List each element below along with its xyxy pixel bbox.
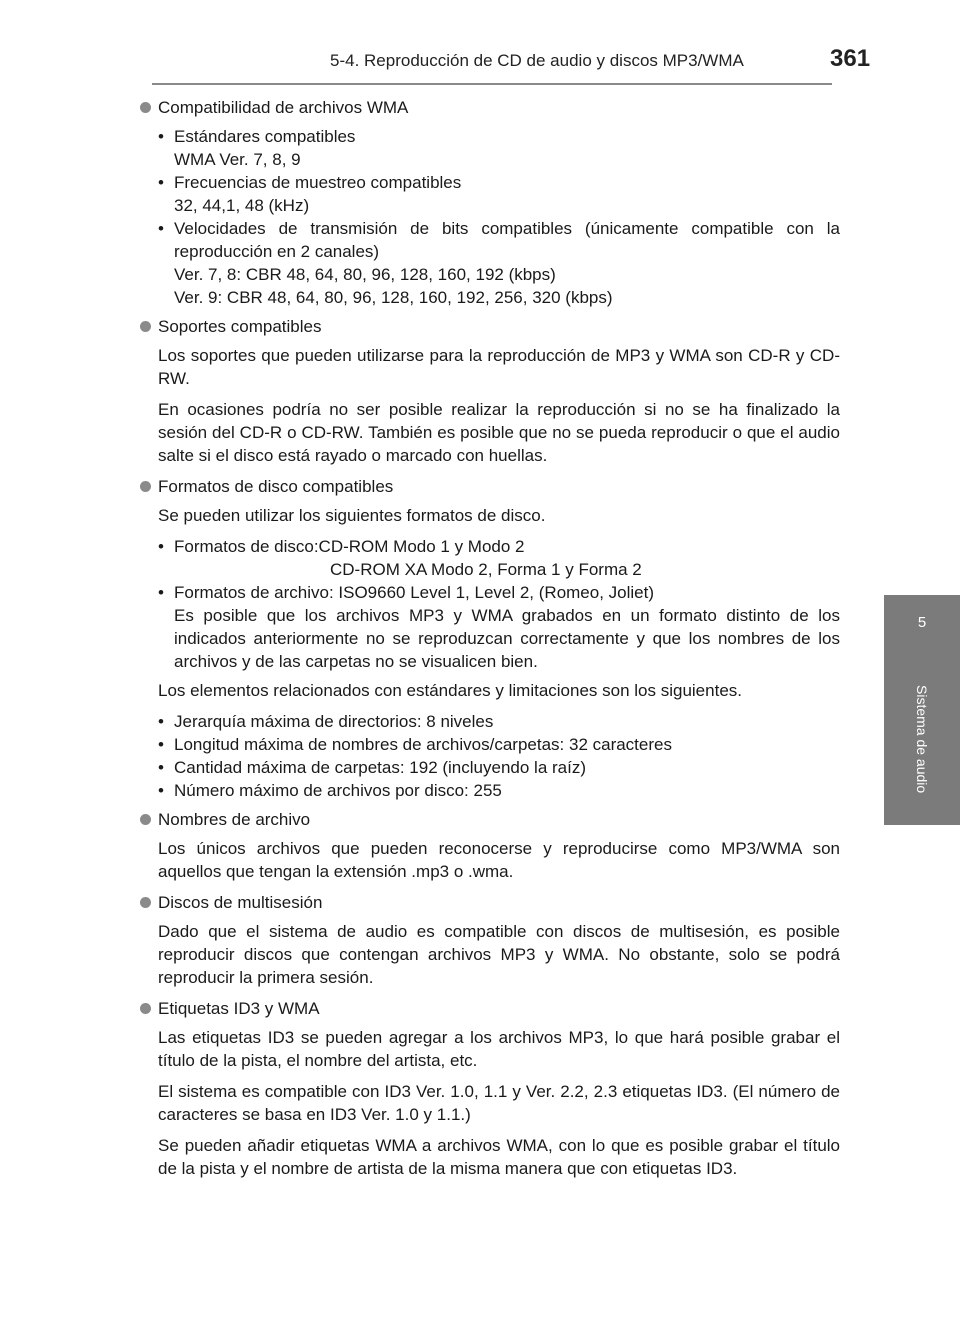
dot-bullet-icon: • (158, 537, 164, 556)
dot-bullet-icon: • (158, 712, 164, 731)
section-heading: Discos de multisesión (158, 893, 323, 912)
section-title: 5-4. Reproducción de CD de audio y discos MP3/WMA (330, 51, 744, 70)
section-wma (140, 96, 840, 309)
list-item (158, 779, 840, 802)
paragraph: El sistema es compatible con ID3 Ver. 1.0, 1.1 y Ver. 2.2, 2.3 etiquetas ID3. (El número de caracteres se basa en ID3 Ver. 1.0 y 1.1.) (158, 1082, 840, 1124)
circle-bullet-icon (140, 897, 151, 908)
section-heading: Etiquetas ID3 y WMA (158, 999, 320, 1018)
page-content (140, 96, 840, 1188)
list-item-text: Velocidades de transmisión de bits compatibles (únicamente compatible con la reproducción en 2 canales) (174, 219, 840, 261)
circle-bullet-icon (140, 321, 151, 332)
dot-bullet-icon: • (158, 173, 164, 192)
bullet-list (158, 125, 840, 309)
paragraph: Las etiquetas ID3 se pueden agregar a los archivos MP3, lo que hará posible grabar el título de la pista, el nombre del artista, etc. (158, 1028, 840, 1070)
list-item-text: Estándares compatibles (174, 127, 356, 146)
list-item (158, 756, 840, 779)
dot-bullet-icon: • (158, 583, 164, 602)
circle-bullet-icon (140, 102, 151, 113)
section-filenames (140, 808, 840, 883)
dot-bullet-icon: • (158, 758, 164, 777)
list-item-detail: CD-ROM XA Modo 2, Forma 1 y Forma 2 (330, 560, 642, 579)
list-item (158, 171, 840, 217)
list-item-text: Formatos de archivo: ISO9660 Level 1, Level 2, (Romeo, Joliet) (174, 583, 655, 602)
bullet-list (158, 535, 840, 673)
list-item-detail: WMA Ver. 7, 8, 9 (174, 150, 301, 169)
list-item-text: Cantidad máxima de carpetas: 192 (incluyendo la raíz) (174, 758, 586, 777)
paragraph: Los únicos archivos que pueden reconocerse y reproducirse como MP3/WMA son aquellos que tengan la extensión .mp3 o .wma. (158, 839, 840, 881)
section-heading: Compatibilidad de archivos WMA (158, 98, 409, 117)
dot-bullet-icon: • (158, 127, 164, 146)
section-multisession (140, 891, 840, 989)
list-item (158, 733, 840, 756)
list-item-detail: 32, 44,1, 48 (kHz) (174, 196, 310, 215)
list-item-text: Frecuencias de muestreo compatibles (174, 173, 462, 192)
paragraph: Los elementos relacionados con estándares y limitaciones son los siguientes. (158, 681, 742, 700)
dot-bullet-icon: • (158, 781, 164, 800)
paragraph: Se pueden utilizar los siguientes formatos de disco. (158, 506, 546, 525)
paragraph: Se pueden añadir etiquetas WMA a archivos WMA, con lo que es posible grabar el título de la pista y el nombre de artista de la misma manera que con etiquetas ID3. (158, 1136, 840, 1178)
dot-bullet-icon: • (158, 219, 164, 238)
paragraph: Dado que el sistema de audio es compatible con discos de multisesión, es posible reproducir discos que contengan archivos MP3 y WMA. No obstante, solo se podrá reproducir la primera sesión. (158, 922, 840, 987)
section-media (140, 315, 840, 467)
paragraph: En ocasiones podría no ser posible realizar la reproducción si no se ha finalizado la sesión del CD-R o CD-RW. También es posible que no se pueda reproducir o que el audio salte si el disco está rayado o marcado con huellas. (158, 400, 840, 465)
header-divider (152, 83, 832, 85)
circle-bullet-icon (140, 814, 151, 825)
dot-bullet-icon: • (158, 735, 164, 754)
chapter-number: 5 (917, 614, 927, 631)
list-item (158, 125, 840, 171)
list-item-detail: Ver. 9: CBR 48, 64, 80, 96, 128, 160, 192, 256, 320 (kbps) (174, 288, 613, 307)
page-header (0, 0, 960, 90)
circle-bullet-icon (140, 1003, 151, 1014)
list-item (158, 535, 840, 581)
list-item (158, 217, 840, 309)
list-item-text: Formatos de disco:CD-ROM Modo 1 y Modo 2 (174, 537, 525, 556)
list-item-text: Longitud máxima de nombres de archivos/carpetas: 32 caracteres (174, 735, 672, 754)
section-heading: Formatos de disco compatibles (158, 477, 394, 496)
list-item-detail: Es posible que los archivos MP3 y WMA grabados en un formato distinto de los indicados anteriormente no se reproduzcan correctamente y que los nombres de los archivos y de las carpetas no se visualicen bien. (174, 606, 840, 671)
section-formats (140, 475, 840, 802)
bullet-list (158, 710, 840, 802)
list-item (158, 581, 840, 673)
list-item-text: Número máximo de archivos por disco: 255 (174, 781, 502, 800)
list-item-detail: Ver. 7, 8: CBR 48, 64, 80, 96, 128, 160, 192 (kbps) (174, 265, 556, 284)
list-item-text: Jerarquía máxima de directorios: 8 niveles (174, 712, 494, 731)
page-number: 361 (830, 45, 871, 72)
section-heading: Nombres de archivo (158, 810, 311, 829)
chapter-label: Sistema de audio (914, 685, 930, 794)
section-tags (140, 997, 840, 1180)
section-heading: Soportes compatibles (158, 317, 322, 336)
chapter-tab (884, 595, 960, 675)
list-item (158, 710, 840, 733)
chapter-label-tab (884, 675, 960, 825)
circle-bullet-icon (140, 481, 151, 492)
paragraph: Los soportes que pueden utilizarse para la reproducción de MP3 y WMA son CD-R y CD-RW. (158, 346, 840, 388)
